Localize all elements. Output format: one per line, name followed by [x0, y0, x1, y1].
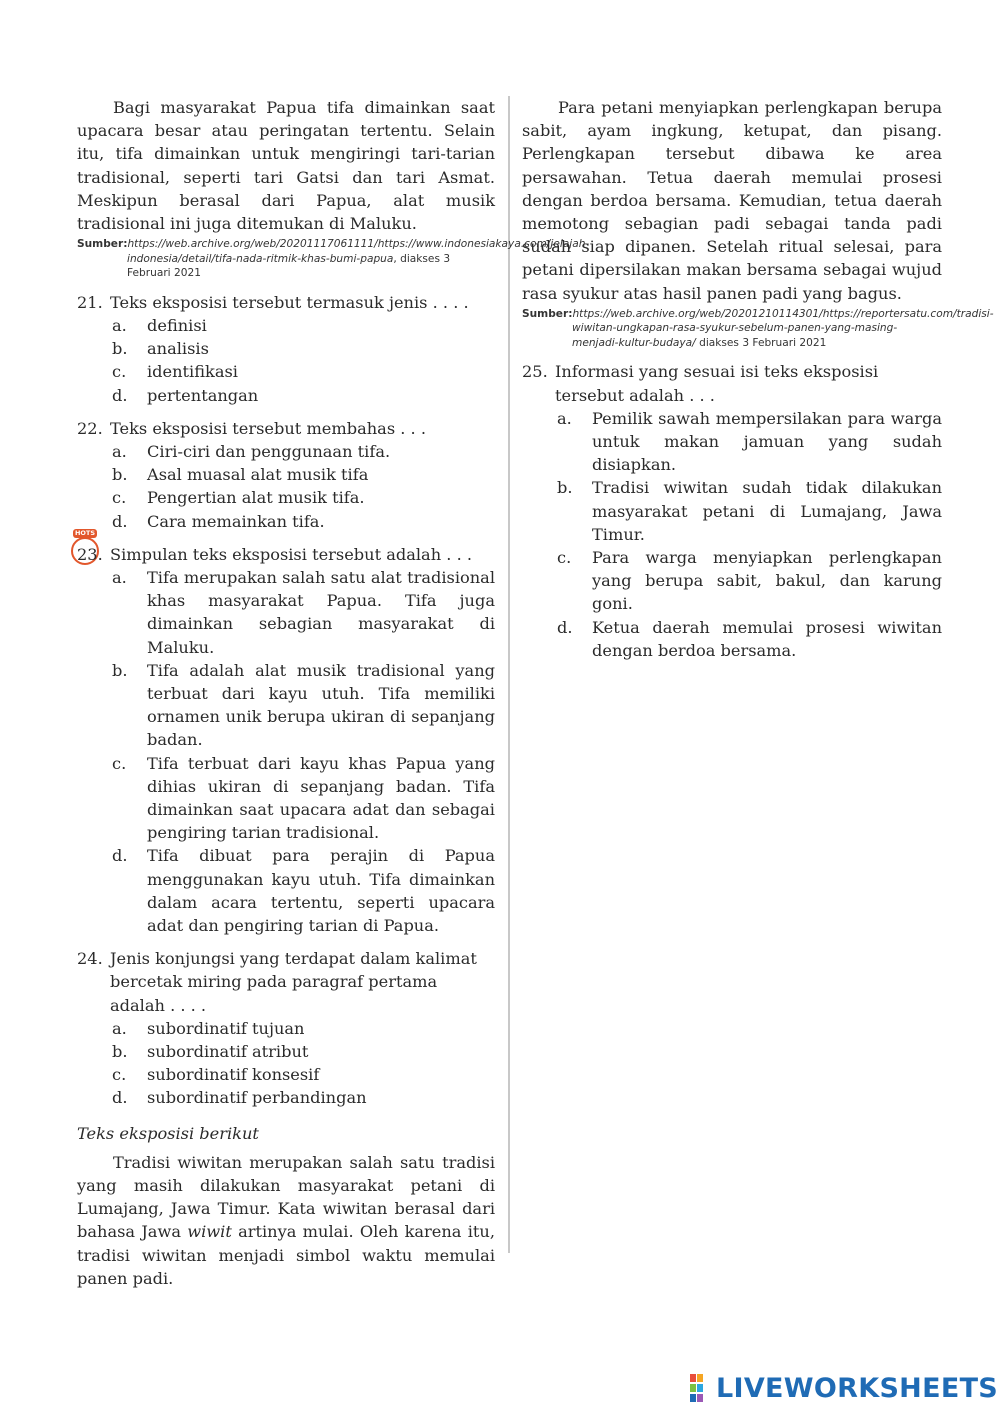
- option-c[interactable]: [112, 1063, 495, 1086]
- option-letter: c.: [112, 1065, 127, 1085]
- option-text: Ketua daerah memulai prosesi wiwitan dengan berdoa bersama.: [592, 617, 942, 660]
- option-text: analisis: [147, 339, 209, 359]
- question-number: 22.: [77, 418, 103, 438]
- source-accessed: diakses 3 Februari 2021: [695, 336, 827, 349]
- option-letter: c.: [557, 547, 572, 567]
- option-text: Cara memainkan tifa.: [147, 511, 325, 531]
- option-letter: b.: [112, 1042, 128, 1062]
- question-text: Informasi yang sesuai isi teks eksposisi tersebut adalah . . .: [555, 362, 879, 405]
- question-21: [77, 291, 495, 407]
- option-letter: b.: [112, 465, 128, 485]
- option-b[interactable]: [112, 337, 495, 360]
- option-text: Tifa terbuat dari kayu khas Papua yang dihias ukiran di sepanjang badan. Tifa dimainkan saat upacara adat dan sebagai pengiring tarian tradisional.: [147, 753, 495, 843]
- option-letter: b.: [112, 339, 128, 359]
- option-a[interactable]: [112, 440, 495, 463]
- option-letter: a.: [112, 441, 127, 461]
- option-text: definisi: [147, 315, 207, 335]
- source-accessed: , diakses 3 Februari 2021: [127, 252, 451, 280]
- option-b[interactable]: [112, 1040, 495, 1063]
- option-text: subordinatif perbandingan: [147, 1088, 367, 1108]
- option-letter: c.: [112, 362, 127, 382]
- option-text: subordinatif atribut: [147, 1042, 309, 1062]
- option-d[interactable]: [112, 844, 495, 937]
- hots-label: HOTS: [74, 528, 96, 537]
- question-text: Jenis konjungsi yang terdapat dalam kalimat bercetak miring pada paragraf pertama adalah . . . .: [110, 949, 477, 1015]
- source-url[interactable]: https://web.archive.org/web/20201210114301/https://reportersatu.com/tradisi-wiwitan-ungkapan-rasa-syukur-sebelum-panen-yang-masing-menjadi-kultur-budaya/: [572, 307, 994, 349]
- right-column: [522, 96, 994, 662]
- option-text: Pengertian alat musik tifa.: [147, 488, 365, 508]
- option-d[interactable]: [112, 384, 495, 407]
- option-letter: d.: [112, 511, 128, 531]
- option-letter: a.: [112, 567, 127, 587]
- question-number: 21.: [77, 292, 103, 312]
- question-number: 23.: [77, 544, 103, 564]
- liveworksheets-logo[interactable]: [690, 1370, 998, 1406]
- option-letter: d.: [112, 1088, 128, 1108]
- option-a[interactable]: [112, 314, 495, 337]
- option-text: Pemilik sawah mempersilakan para warga untuk makan jamuan yang sudah disiapkan.: [592, 408, 942, 475]
- liveworksheets-logo-icon: [690, 1374, 712, 1402]
- section-label: Teks eksposisi berikut: [77, 1123, 259, 1143]
- question-23: [74, 528, 495, 937]
- option-b[interactable]: [112, 463, 495, 486]
- section-paragraph-part2: artinya mulai. Oleh karena itu, tradisi wiwitan menjadi simbol waktu memulai panen padi.: [77, 1222, 495, 1288]
- option-text: pertentangan: [147, 385, 259, 405]
- source-url[interactable]: https://web.archive.org/web/20201117061111/https://www.indonesiakaya.com/jelajah-indonesia/detail/tifa-nada-ritmik-khas-bumi-papua: [127, 238, 590, 265]
- option-text: identifikasi: [147, 362, 238, 382]
- source-citation-left: [77, 237, 590, 281]
- option-b[interactable]: [557, 476, 942, 546]
- option-text: Tradisi wiwitan sudah tidak dilakukan masyarakat petani di Lumajang, Jawa Timur.: [592, 478, 942, 544]
- section-paragraph-italic: wiwit: [187, 1222, 232, 1242]
- option-letter: d.: [112, 846, 128, 866]
- source-label: Sumber:: [77, 238, 128, 251]
- question-22: [77, 417, 495, 533]
- option-a[interactable]: [557, 407, 942, 477]
- option-text: Tifa dibuat para perajin di Papua menggunakan kayu utuh. Tifa dimainkan dalam acara tertentu, seperti upacara adat dan pengiring tarian di Papua.: [147, 846, 495, 935]
- option-a[interactable]: [112, 1017, 495, 1040]
- column-divider: [508, 96, 510, 1253]
- option-letter: c.: [112, 488, 127, 508]
- option-text: Asal muasal alat musik tifa: [147, 465, 369, 485]
- option-letter: a.: [112, 1018, 127, 1038]
- question-text: Teks eksposisi tersebut membahas . . .: [110, 418, 426, 438]
- liveworksheets-logo-text: LIVEWORKSHEETS: [716, 1372, 999, 1404]
- option-letter: b.: [112, 660, 128, 680]
- option-text: Para warga menyiapkan perlengkapan yang berupa sabit, bakul, dan karung goni.: [592, 547, 942, 614]
- question-text: Simpulan teks eksposisi tersebut adalah . . .: [110, 544, 473, 564]
- question-24: [77, 947, 495, 1109]
- option-a[interactable]: [112, 566, 495, 659]
- option-c[interactable]: [112, 360, 495, 383]
- section-paragraph: [77, 1151, 495, 1290]
- question-number: 24.: [77, 949, 103, 969]
- intro-paragraph-right: Para petani menyiapkan perlengkapan berupa sabit, ayam ingkung, ketupat, dan pisang. Perlengkapan tersebut dibawa ke area persawahan. Tetua daerah memulai prosesi dengan berdoa bersama. Kemudian, tetua daerah memotong sebagian padi sebagai tanda padi sudah siap dipanen. Setelah ritual selesai, para petani dipersilakan makan bersama sebagai wujud rasa syukur atas hasil panen padi yang bagus.: [522, 98, 942, 303]
- question-number: 25.: [522, 362, 548, 382]
- option-c[interactable]: [557, 546, 942, 616]
- option-d[interactable]: [112, 510, 495, 533]
- option-letter: a.: [112, 315, 127, 335]
- option-text: subordinatif tujuan: [147, 1018, 305, 1038]
- option-text: subordinatif konsesif: [147, 1065, 320, 1085]
- option-letter: c.: [112, 753, 127, 773]
- source-label: Sumber:: [522, 307, 573, 320]
- option-text: Tifa merupakan salah satu alat tradisional khas masyarakat Papua. Tifa juga dimainkan sebagian masyarakat di Maluku.: [147, 567, 495, 657]
- option-c[interactable]: [112, 486, 495, 509]
- section-paragraph-part1: Tradisi wiwitan merupakan salah satu tradisi yang masih dilakukan masyarakat petani di Lumajang, Jawa Timur. Kata wiwitan berasal dari bahasa Jawa: [77, 1152, 495, 1242]
- option-text: Tifa adalah alat musik tradisional yang terbuat dari kayu utuh. Tifa memiliki ornamen unik berupa ukiran di sepanjang badan.: [147, 660, 495, 750]
- option-text: Ciri-ciri dan penggunaan tifa.: [147, 441, 391, 461]
- source-citation-right: [522, 307, 994, 351]
- option-c[interactable]: [112, 752, 495, 845]
- intro-paragraph-left: Bagi masyarakat Papua tifa dimainkan saat upacara besar atau peringatan tertentu. Selain itu, tifa dimainkan untuk mengiringi tari-tarian tradisional, seperti tari Gatsi dan tari Asmat. Meskipun berasal dari Papua, alat musik tradisional ini juga ditemukan di Maluku.: [77, 98, 495, 234]
- question-25: [522, 360, 942, 662]
- question-text: Teks eksposisi tersebut termasuk jenis . . . .: [110, 292, 469, 312]
- option-d[interactable]: [112, 1086, 495, 1109]
- option-b[interactable]: [112, 659, 495, 752]
- option-letter: a.: [557, 408, 572, 428]
- option-letter: b.: [557, 478, 573, 498]
- option-letter: d.: [112, 385, 128, 405]
- option-d[interactable]: [557, 616, 942, 662]
- option-letter: d.: [557, 617, 573, 637]
